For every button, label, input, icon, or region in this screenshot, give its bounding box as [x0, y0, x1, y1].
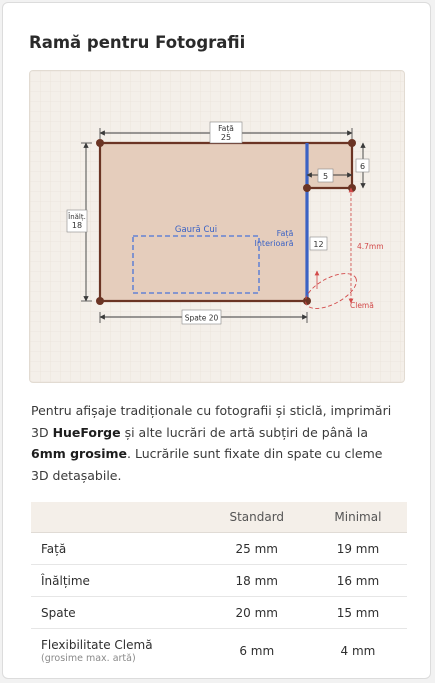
row-label: Față [31, 533, 205, 565]
description-bold-2: 6mm grosime [31, 446, 128, 461]
table-header-row [31, 502, 407, 533]
row-label: Flexibilitate Clemă [41, 637, 153, 652]
row-standard: 6 mm [239, 643, 275, 658]
description-text-3: . Lucrările sunt fixate din spate cu cleme 3D detașabile. [31, 446, 383, 483]
header-standard: Standard [205, 502, 309, 533]
frame-info-card [2, 2, 431, 679]
front-label: Față [218, 124, 234, 133]
header-label [31, 502, 205, 533]
description-text-2: și alte lucrări de artă subțiri de până la [120, 424, 369, 440]
row-standard: 20 mm [205, 597, 309, 629]
frame-profile-diagram [29, 70, 405, 383]
corner-dot [303, 297, 311, 305]
corner-dot [96, 139, 104, 147]
inner-value-label: 12 [313, 240, 324, 249]
clip-label: Clemă [350, 301, 374, 310]
corner-dot [348, 184, 356, 192]
row-minimal: 16 mm [309, 565, 407, 597]
description-bold-1: HueForge [52, 424, 121, 440]
corner-dot [96, 297, 104, 305]
nail-hole-label: Gaură Cui [174, 225, 218, 235]
row-label-cell [31, 629, 205, 673]
diagram-svg [30, 71, 405, 383]
height-value: 18 [71, 221, 83, 230]
row-label: Spate [31, 597, 205, 629]
lip-width-value: 5 [322, 172, 329, 181]
front-value: 25 [220, 133, 232, 142]
table-row [31, 533, 407, 565]
row-standard: 18 mm [205, 565, 309, 597]
inner-face-label-1: Față [276, 229, 294, 238]
corner-dot [348, 139, 356, 147]
inner-face-label-2: Interioară [254, 239, 294, 248]
clip-gap-label: 4.7mm [357, 242, 384, 251]
lip-height-value: 6 [359, 162, 366, 171]
row-minimal: 19 mm [309, 533, 407, 565]
row-sublabel: (grosime max. artă) [41, 652, 136, 664]
row-minimal: 4 mm [340, 643, 376, 658]
back-label: Spate 20 [184, 313, 219, 323]
table-row [31, 629, 407, 673]
description [31, 400, 397, 486]
description-text-1: Pentru afișaje tradiționale cu fotografii și sticlă, imprimări 3D [31, 403, 392, 440]
header-minimal: Minimal [309, 502, 407, 533]
height-label: Înălț. [68, 213, 86, 221]
row-label: Înălțime [31, 565, 205, 597]
corner-dot [303, 184, 311, 192]
table-row [31, 597, 407, 629]
specs-table [31, 502, 407, 672]
page-title: Ramă pentru Fotografii [29, 33, 246, 52]
table-row [31, 565, 407, 597]
row-minimal: 15 mm [309, 597, 407, 629]
row-standard: 25 mm [205, 533, 309, 565]
